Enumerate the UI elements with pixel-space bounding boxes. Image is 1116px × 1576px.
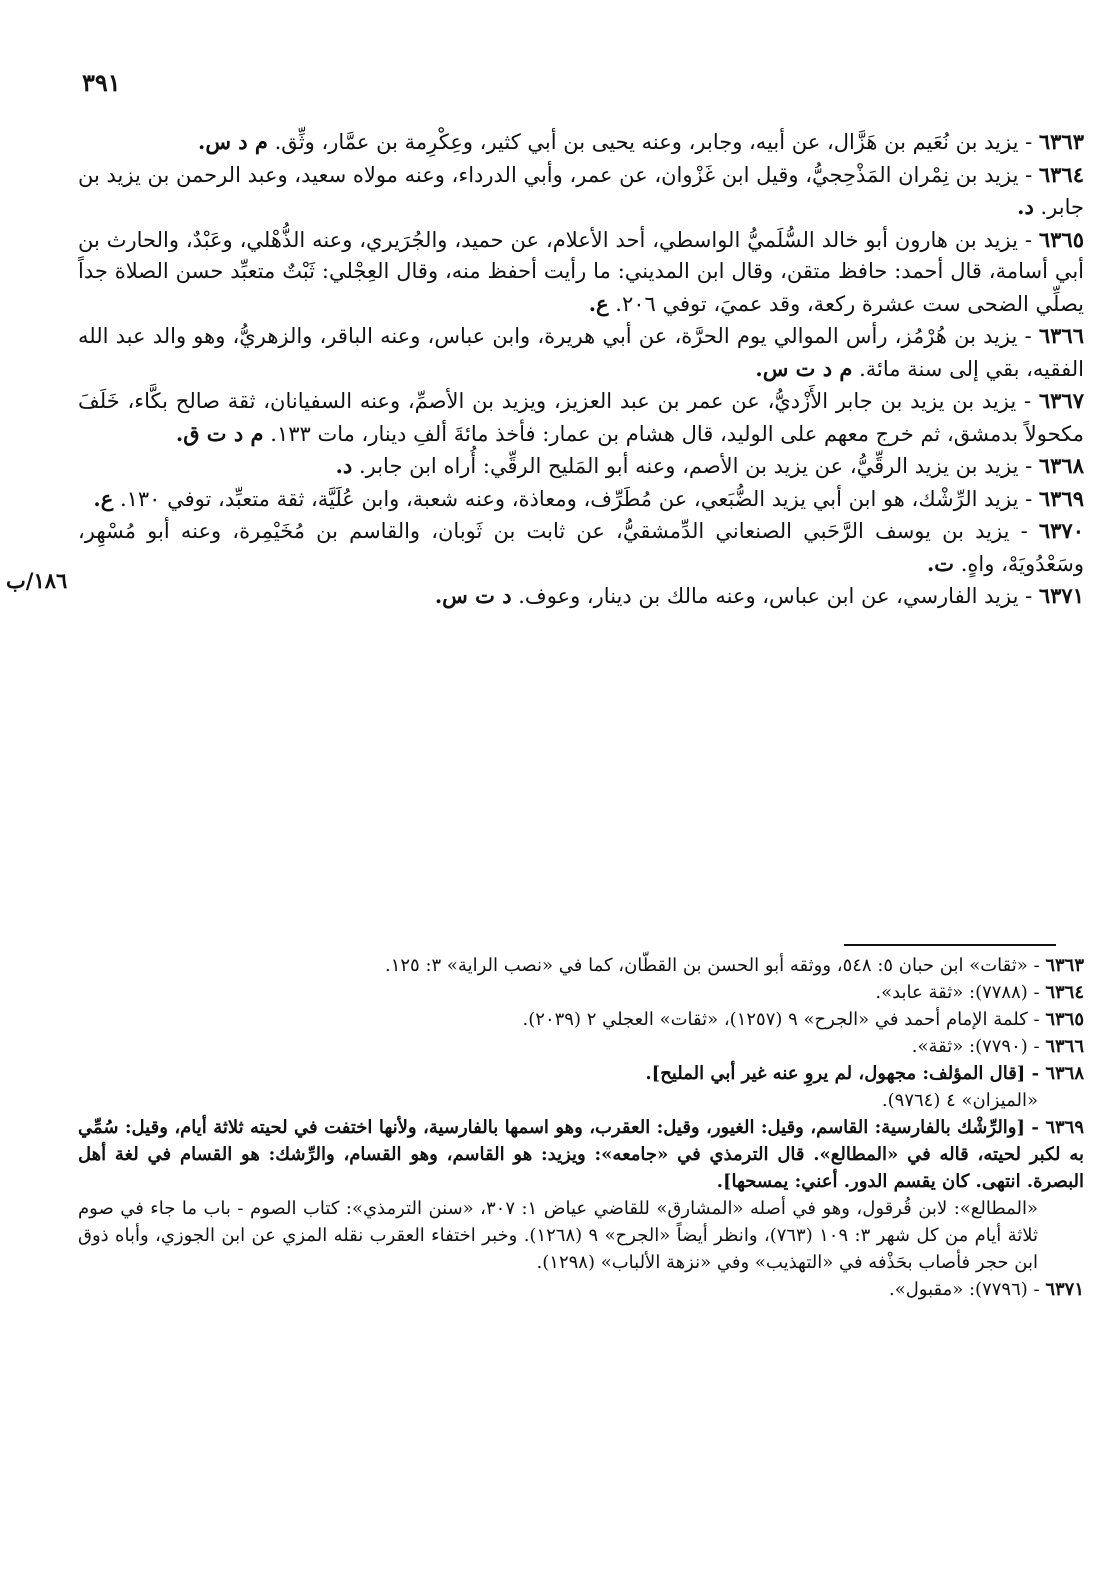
page-number: ٣٩١ <box>82 68 121 97</box>
footnote: ٦٣٧١ - (٧٧٩٦): «مقبول». <box>888 1279 1084 1300</box>
footnote-source: «الميزان» ٤ (٩٧٦٤). <box>881 1090 1038 1111</box>
entry: ٦٣٦٣ - يزيد بن نُعَيم بن هَزَّال، عن أبيه، وجابر، وعنه يحيى بن أبي كثير، وعِكْرِمة بن عمَّار، وثِّق. م د س. <box>198 129 1084 154</box>
entry: ٦٣٦٤ - يزيد بن نِمْران المَذْحِجيُّ، وقيل ابن غَزْوان، عن عمر، وأبي الدرداء، وعنه مولاه سعيد، وعبد الرحمن بن يزيد بن جابر. د. <box>78 161 1084 219</box>
footnote-separator <box>844 944 1056 946</box>
footnote: ٦٣٦٤ - (٧٧٨٨): «ثقة عابد». <box>875 982 1084 1003</box>
footnote-source: «المطالع»: لابن قُرقول، وهو في أصله «المشارق» للقاضي عياض ١: ٣٠٧، «سنن الترمذي»: كتاب الصوم - باب ما جاء في صوم ثلاثة أيام من كل شهر ٣: ١٠٩ (٧٦٣)، وانظر أيضاً «الجرح» ٩ (١٢٦٨). وخبر اختفاء العقرب نقله المزي عن ابن الجوزي، وأباه ذوق ابن حجر فأصاب بحَذْفه في «التهذيب» وفي «نزهة الألباب» (١٢٩٨). <box>78 1198 1039 1273</box>
marginal-folio-note: ١٨٦/ب <box>6 568 68 593</box>
footnote: ٦٣٦٩ - [والرِّشْك بالفارسية: القاسم، وقيل: الغيور، وقيل: العقرب، وهو اسمها بالفارسية، ولأنها اختفت في لحيته ثلاثة أيام، وقيل: سُمِّي به لكبر لحيته، قاله في «المطالع». قال الترمذي في «جامعه»: ويزيد: هو القاسم، وهو القسام، والرِّشك: هو القسام في لغة أهل البصرة. انتهى. كان يقسم الدور. أعني: يمسحها]. <box>78 1117 1084 1192</box>
main-entries <box>78 126 1084 613</box>
footnote: ٦٣٦٦ - (٧٧٩٠): «ثقة». <box>911 1036 1084 1057</box>
entry: ٦٣٦٥ - يزيد بن هارون أبو خالد السُّلَميُّ الواسطي، أحد الأعلام، عن حميد، والجُرَيري، وعنه الذُّهْلي، وعَبْدٌ، والحارث بن أبي أسامة، قال أحمد: حافظ متقن، وقال ابن المديني: ما رأيت أحفظ منه، وقال العِجْلي: ثَبْتٌ متعبِّد حسن الصلاة جداً يصلِّي الضحى ست عشرة ركعة، وقد عميَ، توفي ٢٠٦. ع. <box>78 226 1084 316</box>
entry: ٦٣٧١ - يزيد الفارسي، عن ابن عباس، وعنه مالك بن دينار، وعوف. د ت س. <box>434 583 1084 608</box>
footnote: ٦٣٦٥ - كلمة الإمام أحمد في «الجرح» ٩ (١٢٥٧)، «ثقات» العجلي ٢ (٢٠٣٩). <box>522 1009 1084 1030</box>
entry: ٦٣٦٦ - يزيد بن هُرْمُز، رأس الموالي يوم الحرَّة، عن أبي هريرة، وابن عباس، وعنه الباقر، والزهريُّ، وهو والد عبد الله الفقيه، بقي إلى سنة مائة. م د ت س. <box>78 323 1084 381</box>
entry: ٦٣٦٧ - يزيد بن يزيد بن جابر الأَزْديُّ، عن عمر بن عبد العزيز، ويزيد بن الأصمِّ، وعنه السفيانان، ثقة صالح بكَّاء، خَلَفَ مكحولاً بدمشق، ثم خرج معهم على الوليد، قال هشام بن عمار: فأخذ مائةَ ألفِ دينار، مات ١٣٣. م د ت ق. <box>78 388 1084 446</box>
entry: ٦٣٧٠ - يزيد بن يوسف الرَّحَبي الصنعاني الدِّمشقيُّ، عن ثابت بن ثَوبان، والقاسم بن مُخَيْمِرة، وعنه أبو مُسْهِر، وسَعْدُويَهْ، واهٍ. ت. <box>78 518 1084 576</box>
footnote: ٦٣٦٣ - «ثقات» ابن حبان ٥: ٥٤٨، ووثقه أبو الحسن بن القطّان، كما في «نصب الراية» ٣: ١٢٥. <box>384 955 1084 976</box>
footnote: ٦٣٦٨ - [قال المؤلف: مجهول، لم يروِ عنه غير أبي المليح]. <box>645 1063 1084 1084</box>
entry: ٦٣٦٨ - يزيد بن يزيد الرقِّيُّ، عن يزيد بن الأصم، وعنه أبو المَليح الرقِّي: أُراه ابن جابر. د. <box>335 453 1084 478</box>
entry: ٦٣٦٩ - يزيد الرِّشْك، هو ابن أبي يزيد الضُّبَعي، عن مُطَرِّف، ومعاذة، وعنه شعبة، وابن عُلَيَّة، ثقة متعبِّد، توفي ١٣٠. ع. <box>93 485 1084 511</box>
footnotes <box>78 952 1084 1303</box>
